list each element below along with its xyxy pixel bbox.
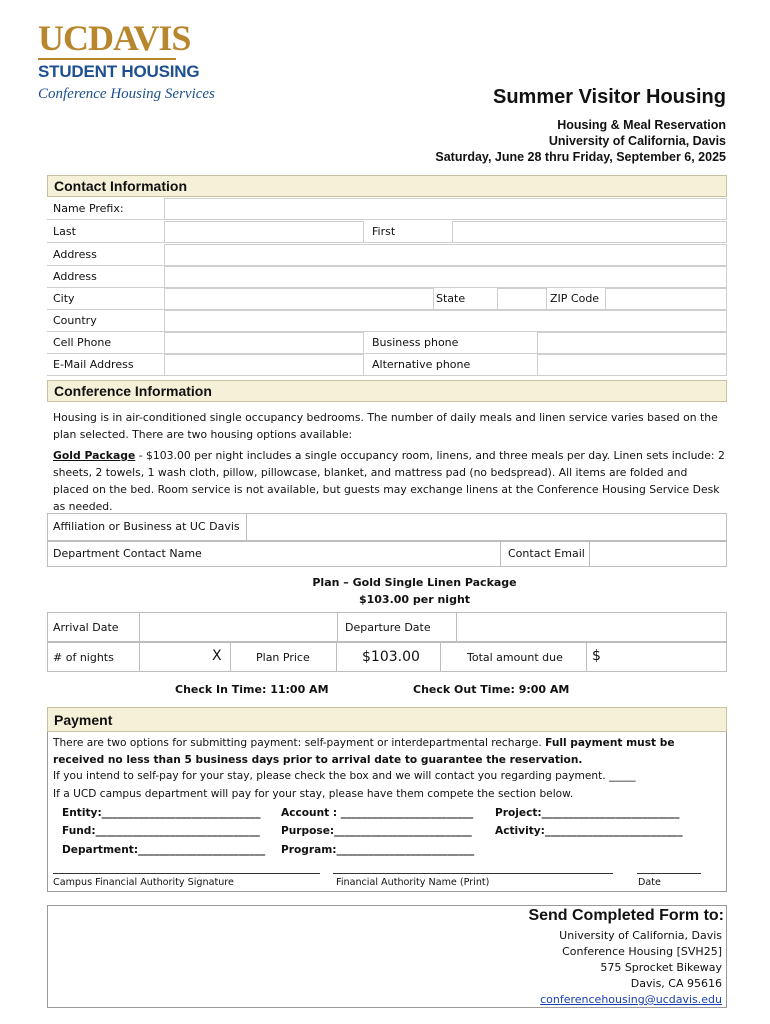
- dollar-sign: $: [592, 648, 601, 664]
- signature-label: Campus Financial Authority Signature: [53, 877, 234, 888]
- alt-phone-field[interactable]: [537, 354, 727, 376]
- date-label: Date: [638, 877, 661, 888]
- cell-phone-label: Cell Phone: [53, 336, 112, 349]
- authority-name-label: Financial Authority Name (Print): [336, 877, 490, 888]
- header-line-1: Housing & Meal Reservation: [557, 118, 726, 132]
- name-prefix-label: Name Prefix:: [53, 202, 124, 215]
- dept-contact-label: Department Contact Name: [53, 547, 202, 560]
- page-title: Summer Visitor Housing: [492, 86, 726, 108]
- address1-label: Address: [53, 248, 97, 261]
- payment-intro: [53, 735, 725, 769]
- email-row: [47, 354, 727, 376]
- affiliation-field[interactable]: [248, 514, 726, 540]
- cell-phone-field[interactable]: [164, 332, 364, 354]
- contact-email-label: Contact Email: [508, 547, 585, 560]
- header-line-3: Saturday, June 28 thru Friday, September 6, 2025: [435, 150, 726, 164]
- address-line-1: University of California, Davis: [559, 929, 722, 942]
- state-field[interactable]: [497, 288, 547, 310]
- plan-price-value: $103.00: [362, 649, 420, 665]
- zip-label: ZIP Code: [550, 292, 600, 305]
- gold-package-description: [53, 447, 725, 515]
- business-phone-field[interactable]: [537, 332, 727, 354]
- signature-line[interactable]: [53, 873, 320, 874]
- gold-package-label: Gold Package: [53, 449, 136, 462]
- arrival-date-field[interactable]: [141, 613, 336, 641]
- name-row: [47, 221, 727, 243]
- nights-label: # of nights: [53, 651, 114, 664]
- country-label: Country: [53, 314, 97, 327]
- name-prefix-row: [47, 198, 727, 220]
- address2-row: [47, 266, 727, 288]
- name-prefix-field[interactable]: [164, 198, 727, 220]
- affiliation-label: Affiliation or Business at UC Davis: [53, 520, 240, 533]
- header-line-2: University of California, Davis: [548, 134, 726, 148]
- conference-intro: Housing is in air-conditioned single occupancy bedrooms. The number of daily meals and linen service varies based on the plan selected. There are two housing options available:: [53, 411, 718, 441]
- departure-date-field[interactable]: [458, 613, 726, 641]
- address-line-3: 575 Sprocket Bikeway: [600, 961, 722, 974]
- plan-rate: $103.00 per night: [358, 593, 471, 606]
- last-name-label: Last: [53, 225, 76, 238]
- logo-ucdavis: [38, 18, 190, 58]
- check-in-time: Check In Time: 11:00 AM: [175, 683, 329, 696]
- departure-date-label: Departure Date: [345, 621, 431, 634]
- email-field[interactable]: [164, 354, 364, 376]
- check-out-time: Check Out Time: 9:00 AM: [413, 683, 570, 696]
- send-to-heading: Send Completed Form to:: [528, 907, 724, 924]
- phone-row: [47, 332, 727, 354]
- logo-divider: [38, 58, 176, 60]
- address2-label: Address: [53, 270, 97, 283]
- account-field[interactable]: Account : _________________________: [281, 807, 474, 819]
- country-row: [47, 310, 727, 332]
- dept-contact-field[interactable]: [200, 542, 498, 566]
- email-label: E-Mail Address: [53, 358, 134, 371]
- department-field[interactable]: Department:________________________: [62, 844, 266, 856]
- plan-price-label: Plan Price: [256, 651, 310, 664]
- total-due-field[interactable]: [605, 643, 726, 671]
- gold-package-text: - $103.00 per night includes a single occupancy room, linens, and three meals per day. Linen sets include: 2 sheets, 2 towels, 1 wash cloth, pillow, pillowcase, blanket, and mattress pad (no bedspread). All items are folded and placed on the bed. Room service is not available, but guests may exchange linens at the Conference Housing Service Desk as needed.: [53, 449, 725, 513]
- address1-field[interactable]: [164, 244, 727, 266]
- date-line[interactable]: [637, 873, 701, 874]
- project-field[interactable]: Project:__________________________: [495, 807, 680, 819]
- nights-field[interactable]: [141, 643, 201, 671]
- country-field[interactable]: [164, 310, 727, 332]
- program-field[interactable]: Program:__________________________: [281, 844, 475, 856]
- payment-deadline-text: Full payment must be received no less than 5 business days prior to arrival date to guarantee the reservation.: [53, 737, 675, 766]
- state-label: State: [436, 292, 466, 305]
- purpose-field[interactable]: Purpose:__________________________: [281, 825, 472, 837]
- logo-davis-text: DAVIS: [88, 18, 191, 58]
- plan-name: Plan – Gold Single Linen Package: [312, 576, 517, 589]
- city-field[interactable]: [164, 288, 434, 310]
- arrival-date-label: Arrival Date: [53, 621, 119, 634]
- logo-student-housing: STUDENT HOUSING: [38, 62, 200, 81]
- city-label: City: [53, 292, 75, 305]
- contact-email-link[interactable]: conferencehousing@ucdavis.edu: [540, 993, 722, 1006]
- address-line-2: Conference Housing [SVH25]: [562, 945, 722, 958]
- total-due-label: Total amount due: [467, 651, 563, 664]
- address2-field[interactable]: [164, 266, 727, 288]
- payment-intro-text: There are two options for submitting payment: self-payment or interdepartmental recharge.: [53, 737, 546, 749]
- logo-conference-housing: Conference Housing Services: [38, 86, 215, 102]
- department-pay-text: If a UCD campus department will pay for your stay, please have them compete the section below.: [53, 788, 574, 800]
- self-pay-text: If you intend to self-pay for your stay, please check the box and we will contact you regarding payment. _____: [53, 770, 636, 782]
- first-name-field[interactable]: [452, 221, 727, 243]
- fund-field[interactable]: Fund:_______________________________: [62, 825, 260, 837]
- alt-phone-label: Alternative phone: [372, 358, 471, 371]
- payment-section-heading: Payment: [47, 707, 727, 732]
- business-phone-label: Business phone: [372, 336, 459, 349]
- conference-section-heading: Conference Information: [47, 380, 727, 402]
- zip-field[interactable]: [605, 288, 727, 310]
- multiply-sign: X: [212, 648, 222, 664]
- address1-row: [47, 244, 727, 266]
- contact-section-heading: Contact Information: [47, 175, 727, 197]
- contact-email-field[interactable]: [591, 542, 726, 566]
- first-name-label: First: [372, 225, 396, 238]
- last-name-field[interactable]: [164, 221, 364, 243]
- address-line-4: Davis, CA 95616: [630, 977, 722, 990]
- logo-uc-text: UC: [38, 18, 88, 58]
- city-row: [47, 288, 727, 310]
- activity-field[interactable]: Activity:__________________________: [495, 825, 683, 837]
- entity-field[interactable]: Entity:______________________________: [62, 807, 261, 819]
- authority-name-line[interactable]: [333, 873, 613, 874]
